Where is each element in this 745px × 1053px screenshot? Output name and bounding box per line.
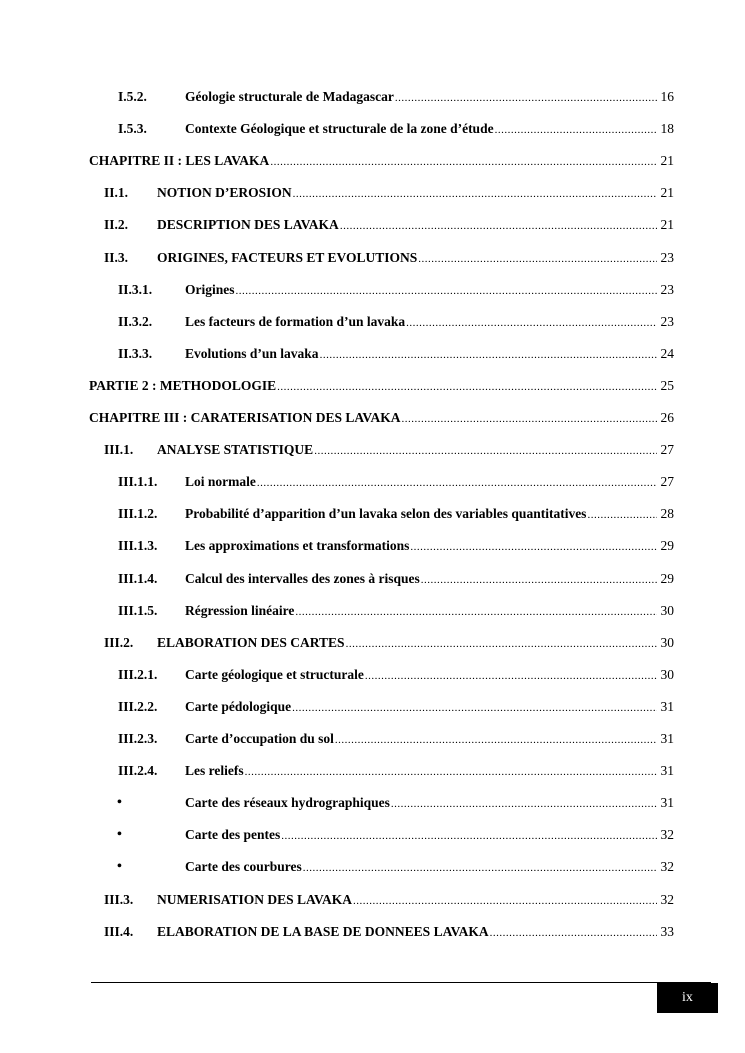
toc-entry-page: 26 bbox=[660, 410, 674, 425]
toc-entry-page: 31 bbox=[660, 731, 674, 746]
toc-entry-title-line bbox=[89, 150, 657, 173]
toc-entry-title[interactable]: Les facteurs de formation d’un lavaka bbox=[185, 313, 406, 329]
toc-entry-title[interactable]: Carte des courbures bbox=[185, 859, 302, 875]
toc-entry-title-line bbox=[157, 921, 657, 944]
toc-entry[interactable] bbox=[0, 856, 745, 878]
toc-entry-title-line bbox=[185, 471, 657, 494]
dot-leader bbox=[270, 151, 657, 173]
toc-entry[interactable] bbox=[0, 824, 745, 846]
dot-leader bbox=[303, 857, 657, 879]
dot-leader bbox=[320, 344, 657, 366]
toc-entry-page: 21 bbox=[660, 153, 674, 169]
toc-entry[interactable] bbox=[0, 503, 745, 525]
toc-entry-number: III.1.2. bbox=[118, 506, 158, 522]
toc-entry-page: 31 bbox=[660, 763, 674, 779]
toc-entry[interactable] bbox=[0, 600, 745, 622]
toc-entry-page: 18 bbox=[660, 121, 674, 137]
toc-entry-title-line bbox=[89, 407, 657, 430]
toc-entry-title[interactable]: Origines bbox=[185, 281, 235, 297]
toc-entry-page: 30 bbox=[660, 602, 674, 618]
toc-entry[interactable] bbox=[0, 375, 745, 397]
toc-entry-page: 29 bbox=[660, 570, 674, 586]
toc-entry[interactable] bbox=[0, 921, 745, 943]
dot-leader bbox=[281, 825, 657, 847]
toc-entry-number: III.1. bbox=[104, 442, 134, 458]
toc-entry[interactable] bbox=[0, 311, 745, 333]
toc-entry-title[interactable]: NUMERISATION DES LAVAKA bbox=[157, 891, 353, 907]
toc-entry-number: I.5.3. bbox=[118, 121, 147, 137]
page-number-box bbox=[657, 983, 718, 1013]
toc-entry-title[interactable]: Loi normale bbox=[185, 474, 256, 490]
dot-leader bbox=[418, 248, 657, 270]
dot-leader bbox=[421, 569, 657, 591]
toc-entry-title-line bbox=[185, 279, 657, 302]
toc-entry-title[interactable]: Contexte Géologique et structurale de la zone d’étude bbox=[185, 121, 494, 137]
footer-rule bbox=[91, 982, 711, 983]
toc-entry-page: 16 bbox=[660, 89, 674, 104]
dot-leader bbox=[346, 633, 657, 655]
toc-entry-page: 31 bbox=[660, 795, 674, 811]
toc-entry-title-line bbox=[185, 728, 657, 751]
dot-leader bbox=[335, 729, 657, 751]
toc-entry-title[interactable]: ANALYSE STATISTIQUE bbox=[157, 442, 314, 458]
bullet-icon: • bbox=[117, 859, 122, 875]
toc-entry-title[interactable]: Géologie structurale de Madagascar bbox=[185, 89, 394, 104]
dot-leader bbox=[406, 312, 657, 334]
dot-leader bbox=[245, 761, 657, 783]
toc-entry-page: 21 bbox=[660, 185, 674, 201]
toc-entry-title[interactable]: PARTIE 2 : METHODOLOGIE bbox=[89, 377, 277, 393]
toc-entry-title[interactable]: NOTION D’EROSION bbox=[157, 185, 292, 201]
toc-entry[interactable] bbox=[0, 407, 745, 429]
toc-entry-title-line bbox=[185, 118, 657, 141]
toc-entry-title-line bbox=[89, 375, 657, 398]
toc-entry-title-line bbox=[185, 311, 657, 334]
dot-leader bbox=[395, 87, 657, 109]
toc-entry-title[interactable]: Carte d’occupation du sol bbox=[185, 731, 334, 746]
toc-entry-title[interactable]: CHAPITRE III : CARATERISATION DES LAVAKA bbox=[89, 410, 401, 425]
toc-entry-page: 28 bbox=[660, 506, 674, 522]
toc-entry-title-line bbox=[185, 343, 657, 366]
bullet-icon: • bbox=[117, 795, 122, 811]
toc-entry-title[interactable]: ELABORATION DES CARTES bbox=[157, 634, 345, 650]
toc-entry-number: III.1.4. bbox=[118, 570, 158, 586]
toc-entry-page: 24 bbox=[660, 345, 674, 361]
toc-entry-number: II.3.2. bbox=[118, 313, 153, 329]
dot-leader bbox=[391, 793, 657, 815]
toc-entry[interactable] bbox=[0, 214, 745, 236]
toc-entry-number: III.4. bbox=[104, 923, 134, 939]
dot-leader bbox=[295, 601, 657, 623]
toc-entry-title-line bbox=[157, 439, 657, 462]
toc-entry[interactable] bbox=[0, 664, 745, 686]
toc-entry-title[interactable]: DESCRIPTION DES LAVAKA bbox=[157, 217, 339, 233]
toc-entry-title-line bbox=[157, 214, 657, 237]
toc-entry-title-line bbox=[185, 856, 657, 879]
toc-entry-page: 27 bbox=[660, 442, 674, 458]
toc-entry[interactable] bbox=[0, 118, 745, 140]
toc-entry-page: 23 bbox=[660, 281, 674, 297]
toc-entry-title[interactable]: ORIGINES, FACTEURS ET EVOLUTIONS bbox=[157, 249, 418, 265]
toc-entry-title-line bbox=[157, 632, 657, 655]
toc-entry-title-line bbox=[185, 535, 657, 558]
toc-entry-title-line bbox=[185, 664, 657, 687]
toc-entry-number: III.2.3. bbox=[118, 731, 158, 746]
toc-entry-title[interactable]: Carte géologique et structurale bbox=[185, 666, 364, 682]
toc-entry-number: I.5.2. bbox=[118, 89, 147, 104]
toc-entry-page: 23 bbox=[660, 249, 674, 265]
toc-entry[interactable] bbox=[0, 696, 745, 718]
toc-entry-title[interactable]: Probabilité d’apparition d’un lavaka selon des variables quantitatives bbox=[185, 506, 587, 522]
dot-leader bbox=[292, 697, 657, 719]
toc-entry-title[interactable]: Les reliefs bbox=[185, 763, 244, 779]
toc-entry[interactable] bbox=[0, 760, 745, 782]
toc-entry-page: 30 bbox=[660, 666, 674, 682]
toc-entry-title[interactable]: Calcul des intervalles des zones à risques bbox=[185, 570, 420, 586]
toc-entry-number: II.3. bbox=[104, 249, 129, 265]
toc-entry[interactable] bbox=[0, 182, 745, 204]
toc-entry-title[interactable]: Carte des réseaux hydrographiques bbox=[185, 795, 390, 811]
toc-entry-number: III.1.5. bbox=[118, 602, 158, 618]
toc-entry[interactable] bbox=[0, 86, 745, 108]
toc-entry-title[interactable]: CHAPITRE II : LES LAVAKA bbox=[89, 153, 270, 169]
toc-entry-title-line bbox=[185, 503, 657, 526]
toc-entry-number: III.2.2. bbox=[118, 698, 158, 714]
toc-entry-title-line bbox=[157, 247, 657, 270]
toc-entry-number: III.1.3. bbox=[118, 538, 158, 554]
toc-entry-page: 23 bbox=[660, 313, 674, 329]
dot-leader bbox=[314, 440, 657, 462]
toc-entry[interactable] bbox=[0, 535, 745, 557]
toc-entry-title-line bbox=[185, 824, 657, 847]
toc-entry[interactable] bbox=[0, 568, 745, 590]
toc-entry-title-line bbox=[157, 182, 657, 205]
toc-entry-number: III.2.4. bbox=[118, 763, 158, 779]
toc-entry-title-line bbox=[185, 600, 657, 623]
toc-entry-page: 32 bbox=[660, 891, 674, 907]
toc-entry-page: 21 bbox=[660, 217, 674, 233]
dot-leader bbox=[365, 665, 657, 687]
toc-entry-page: 32 bbox=[660, 859, 674, 875]
toc-entry-title-line bbox=[185, 760, 657, 783]
dot-leader bbox=[236, 280, 658, 302]
toc-entry[interactable] bbox=[0, 792, 745, 814]
toc-entry-page: 25 bbox=[660, 377, 674, 393]
toc-entry[interactable] bbox=[0, 150, 745, 172]
toc-entry[interactable] bbox=[0, 889, 745, 911]
dot-leader bbox=[293, 183, 657, 205]
toc-entry-title-line bbox=[185, 696, 657, 719]
toc-entry-title[interactable]: Les approximations et transformations bbox=[185, 538, 410, 554]
toc-entry[interactable] bbox=[0, 279, 745, 301]
toc-entry-page: 30 bbox=[660, 634, 674, 650]
dot-leader bbox=[401, 408, 657, 430]
toc-entry-title[interactable]: Carte des pentes bbox=[185, 827, 281, 843]
toc-entry[interactable] bbox=[0, 439, 745, 461]
toc-entry-title[interactable]: Régression linéaire bbox=[185, 602, 295, 618]
toc-entry-title-line bbox=[185, 86, 657, 109]
dot-leader bbox=[495, 119, 657, 141]
toc-entry[interactable] bbox=[0, 471, 745, 493]
toc-entry-title[interactable]: Evolutions d’un lavaka bbox=[185, 345, 319, 361]
page-number: ix bbox=[682, 990, 693, 1005]
toc-entry-number: III.2. bbox=[104, 634, 134, 650]
dot-leader bbox=[587, 504, 657, 526]
toc-entry-page: 32 bbox=[660, 827, 674, 843]
dot-leader bbox=[410, 536, 657, 558]
toc-entry-title-line bbox=[157, 889, 657, 912]
toc-entry-number: III.3. bbox=[104, 891, 134, 907]
toc-entry[interactable] bbox=[0, 343, 745, 365]
toc-entry-number: II.2. bbox=[104, 217, 129, 233]
dot-leader bbox=[353, 890, 657, 912]
dot-leader bbox=[257, 472, 657, 494]
toc-entry-number: II.3.3. bbox=[118, 345, 153, 361]
toc-entry-number: II.3.1. bbox=[118, 281, 153, 297]
toc-entry-page: 31 bbox=[660, 698, 674, 714]
toc-entry-number: III.1.1. bbox=[118, 474, 158, 490]
toc-entry[interactable] bbox=[0, 247, 745, 269]
bullet-icon: • bbox=[117, 827, 122, 843]
toc-entry-page: 27 bbox=[660, 474, 674, 490]
dot-leader bbox=[340, 215, 657, 237]
toc-entry-page: 33 bbox=[660, 923, 674, 939]
toc-entry-number: II.1. bbox=[104, 185, 129, 201]
dot-leader bbox=[490, 922, 657, 944]
toc-entry-title[interactable]: ELABORATION DE LA BASE DE DONNEES LAVAKA bbox=[157, 923, 489, 939]
toc-entry-page: 29 bbox=[660, 538, 674, 554]
toc-entry-title-line bbox=[185, 792, 657, 815]
toc-entry-title[interactable]: Carte pédologique bbox=[185, 698, 292, 714]
toc-entry[interactable] bbox=[0, 632, 745, 654]
toc-entry-title-line bbox=[185, 568, 657, 591]
dot-leader bbox=[277, 376, 657, 398]
toc-entry-number: III.2.1. bbox=[118, 666, 158, 682]
toc-entry[interactable] bbox=[0, 728, 745, 750]
